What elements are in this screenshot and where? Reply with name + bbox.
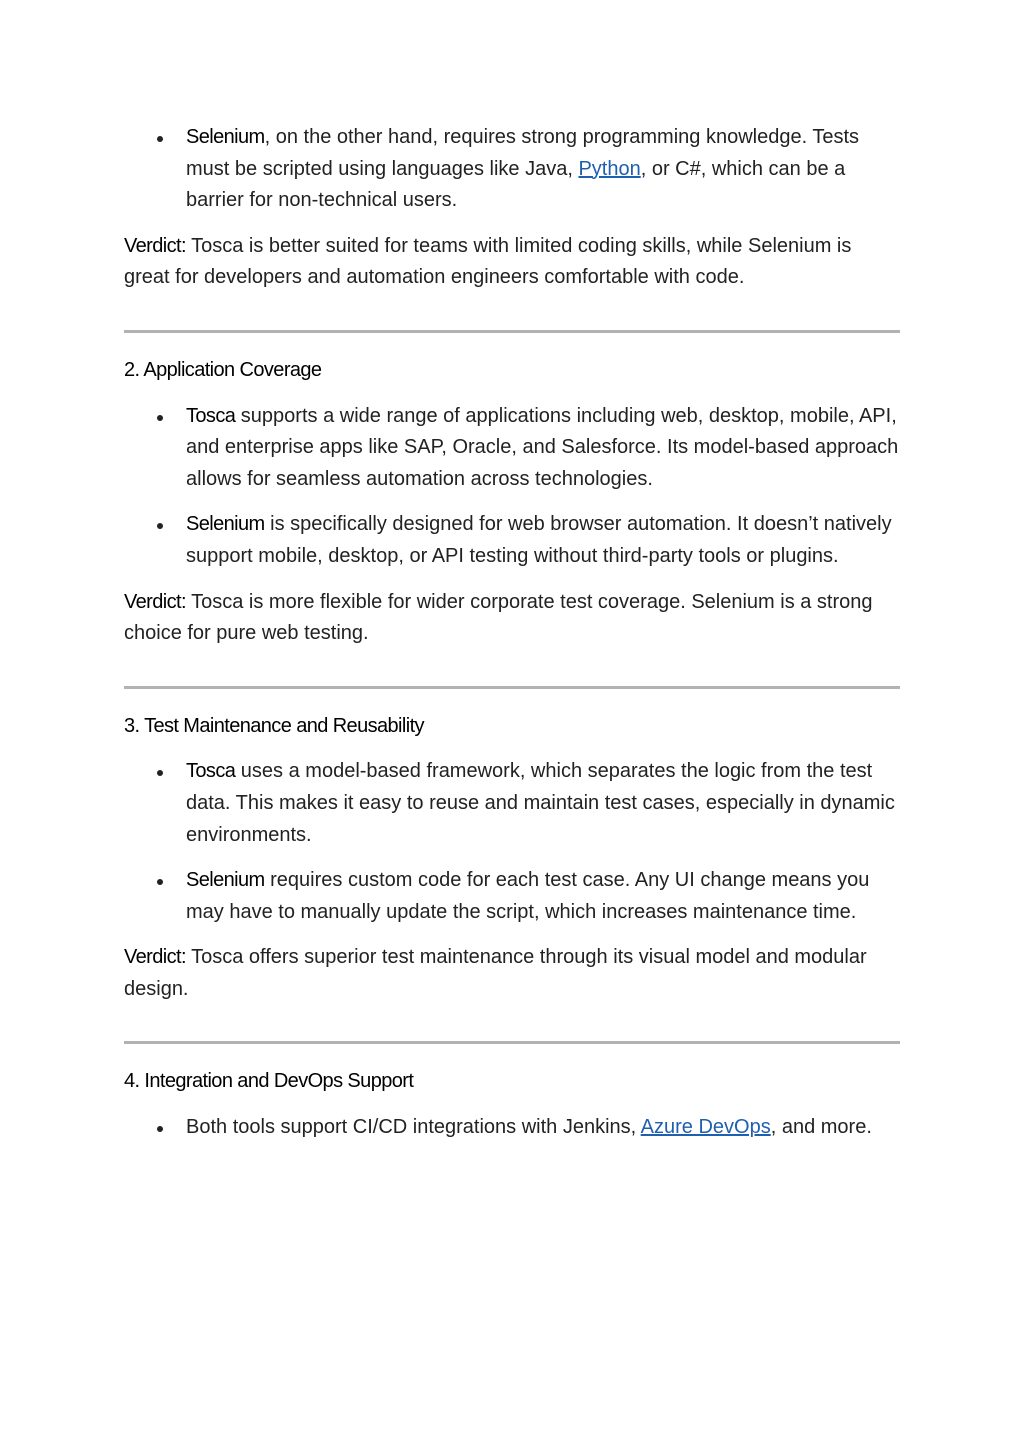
verdict-label: Verdict: (124, 946, 186, 969)
bullet-text: , and more. (770, 1116, 872, 1139)
verdict-label: Verdict: (124, 590, 186, 613)
bullet-text: supports a wide range of applications including web, desktop, mobile, API, and enterprise apps like SAP, Oracle, and Salesforce. Its model-based approach allows for seamless automation across technologies. (186, 404, 899, 490)
verdict-paragraph-2 (124, 587, 900, 650)
section-divider (124, 1041, 900, 1044)
document-page (124, 122, 900, 1158)
bullet-text: requires custom code for each test case. Any UI change means you may have to manually update the script, which increases maintenance time. (186, 869, 870, 923)
bullet-item-tosca-coverage (186, 401, 900, 496)
section-heading-integration-devops: 4. Integration and DevOps Support (124, 1070, 414, 1093)
verdict-paragraph-3 (124, 942, 900, 1005)
verdict-text: Tosca is better suited for teams with limited coding skills, while Selenium is great for developers and automation engineers comfortable with code. (124, 234, 852, 289)
bullet-item-selenium-coverage (186, 509, 900, 572)
integration-bullets (124, 1112, 900, 1144)
test-maintenance-bullets (124, 756, 900, 928)
bullet-lead-tosca: Tosca (186, 760, 236, 783)
bullet-lead-tosca: Tosca (186, 404, 236, 427)
verdict-label: Verdict: (124, 234, 186, 257)
section-divider (124, 686, 900, 689)
bullet-lead-selenium: Selenium (186, 126, 265, 148)
bullet-item-ci-cd (186, 1112, 900, 1144)
intro-bullet-list (124, 122, 900, 217)
bullet-text: , on the other hand, requires strong programming knowledge. Tests must be scripted using languages like Java, (186, 126, 860, 180)
bullet-text: Both tools support CI/CD integrations with Jenkins, (186, 1116, 641, 1139)
verdict-paragraph-1 (124, 231, 900, 294)
bullet-text: is specifically designed for web browser automation. It doesn’t natively support mobile, desktop, or API testing without third-party tools or plugins. (186, 513, 892, 567)
application-coverage-bullets (124, 401, 900, 573)
bullet-text: , or C#, which can be a barrier for non-technical users. (186, 157, 846, 212)
verdict-text: Tosca offers superior test maintenance through its visual model and modular design. (124, 946, 867, 1000)
bullet-lead-selenium: Selenium (186, 513, 265, 536)
section-heading-application-coverage: 2. Application Coverage (124, 358, 322, 381)
bullet-lead-selenium: Selenium (186, 869, 265, 892)
bullet-item-tosca-maintenance (186, 756, 900, 851)
azure-devops-link[interactable]: Azure DevOps (640, 1116, 771, 1139)
section-divider (124, 330, 900, 333)
verdict-text: Tosca is more flexible for wider corporate test coverage. Selenium is a strong choice for pure web testing. (124, 590, 873, 645)
bullet-item-selenium-programming (186, 122, 900, 217)
bullet-item-selenium-maintenance (186, 865, 900, 928)
bullet-text: uses a model-based framework, which separates the logic from the test data. This makes it easy to reuse and maintain test cases, especially in dynamic environments. (186, 760, 895, 846)
section-heading-test-maintenance: 3. Test Maintenance and Reusability (124, 714, 424, 737)
python-link[interactable]: Python (578, 157, 641, 180)
